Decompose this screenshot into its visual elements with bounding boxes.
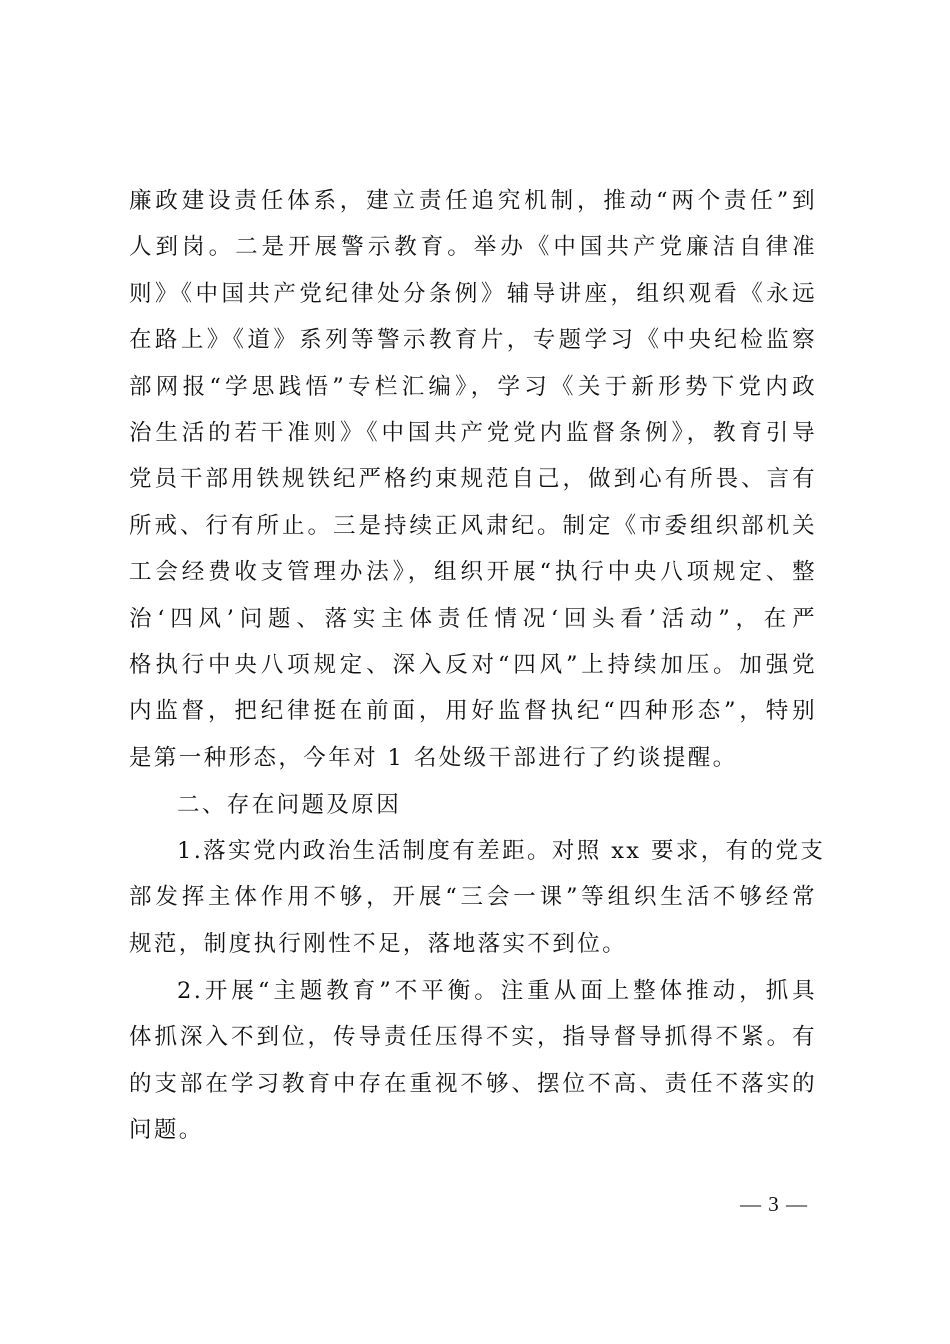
item-line: 部发挥主体作用不够，开展“三会一课”等组织生活不够经常	[129, 884, 817, 911]
item-line: 规范，制度执行刚性不足，落地落实不到位。	[129, 930, 628, 957]
body-line: 治‘四风’问题、落实主体责任情况‘回头看’活动”，在严	[129, 605, 817, 632]
body-line: 在路上》《道》系列等警示教育片，专题学习《中央纪检监察	[129, 327, 817, 354]
body-line: 工会经费收支管理办法》，组织开展“执行中央八项规定、整	[129, 559, 817, 586]
item-line: 问题。	[129, 1117, 204, 1144]
section-heading-text: 二、存在问题及原因	[177, 792, 402, 818]
item-line: 体抓深入不到位，传导责任压得不实，指导督导抓得不紧。有	[129, 1024, 817, 1051]
issue-item-2	[129, 968, 817, 1154]
body-line: 则》《中国共产党纪律处分条例》辅导讲座，组织观看《永远	[129, 280, 817, 307]
body-line: 人到岗。二是开展警示教育。举办《中国共产党廉洁自律准	[129, 234, 817, 261]
item-line: 1.落实党内政治生活制度有差距。对照 xx 要求，有的党支	[177, 838, 826, 864]
body-line: 治生活的若干准则》《中国共产党党内监督条例》，教育引导	[129, 420, 817, 447]
body-line: 格执行中央八项规定、深入反对“四风”上持续加压。加强党	[129, 652, 817, 679]
item-line: 的支部在学习教育中存在重视不够、摆位不高、责任不落实的	[129, 1070, 817, 1097]
body-paragraph	[129, 178, 817, 781]
page-number: — 3 —	[740, 1192, 808, 1216]
body-line: 廉政建设责任体系，建立责任追究机制，推动“两个责任”到	[129, 188, 817, 214]
body-line: 党员干部用铁规铁纪严格约束规范自己，做到心有所畏、言有	[129, 466, 817, 493]
body-line: 内监督，把纪律挺在前面，用好监督执纪“四种形态”，特别	[129, 698, 817, 725]
body-line: 所戒、行有所止。三是持续正风肃纪。制定《市委组织部机关	[129, 512, 817, 539]
body-line: 部网报“学思践悟”专栏汇编》，学习《关于新形势下党内政	[129, 373, 817, 400]
item-line: 2.开展“主题教育”不平衡。注重从面上整体推动，抓具	[177, 978, 817, 1004]
issue-item-1	[129, 828, 826, 967]
body-line: 是第一种形态，今年对 1 名处级干部进行了约谈提醒。	[129, 744, 738, 771]
section-heading	[129, 782, 817, 828]
